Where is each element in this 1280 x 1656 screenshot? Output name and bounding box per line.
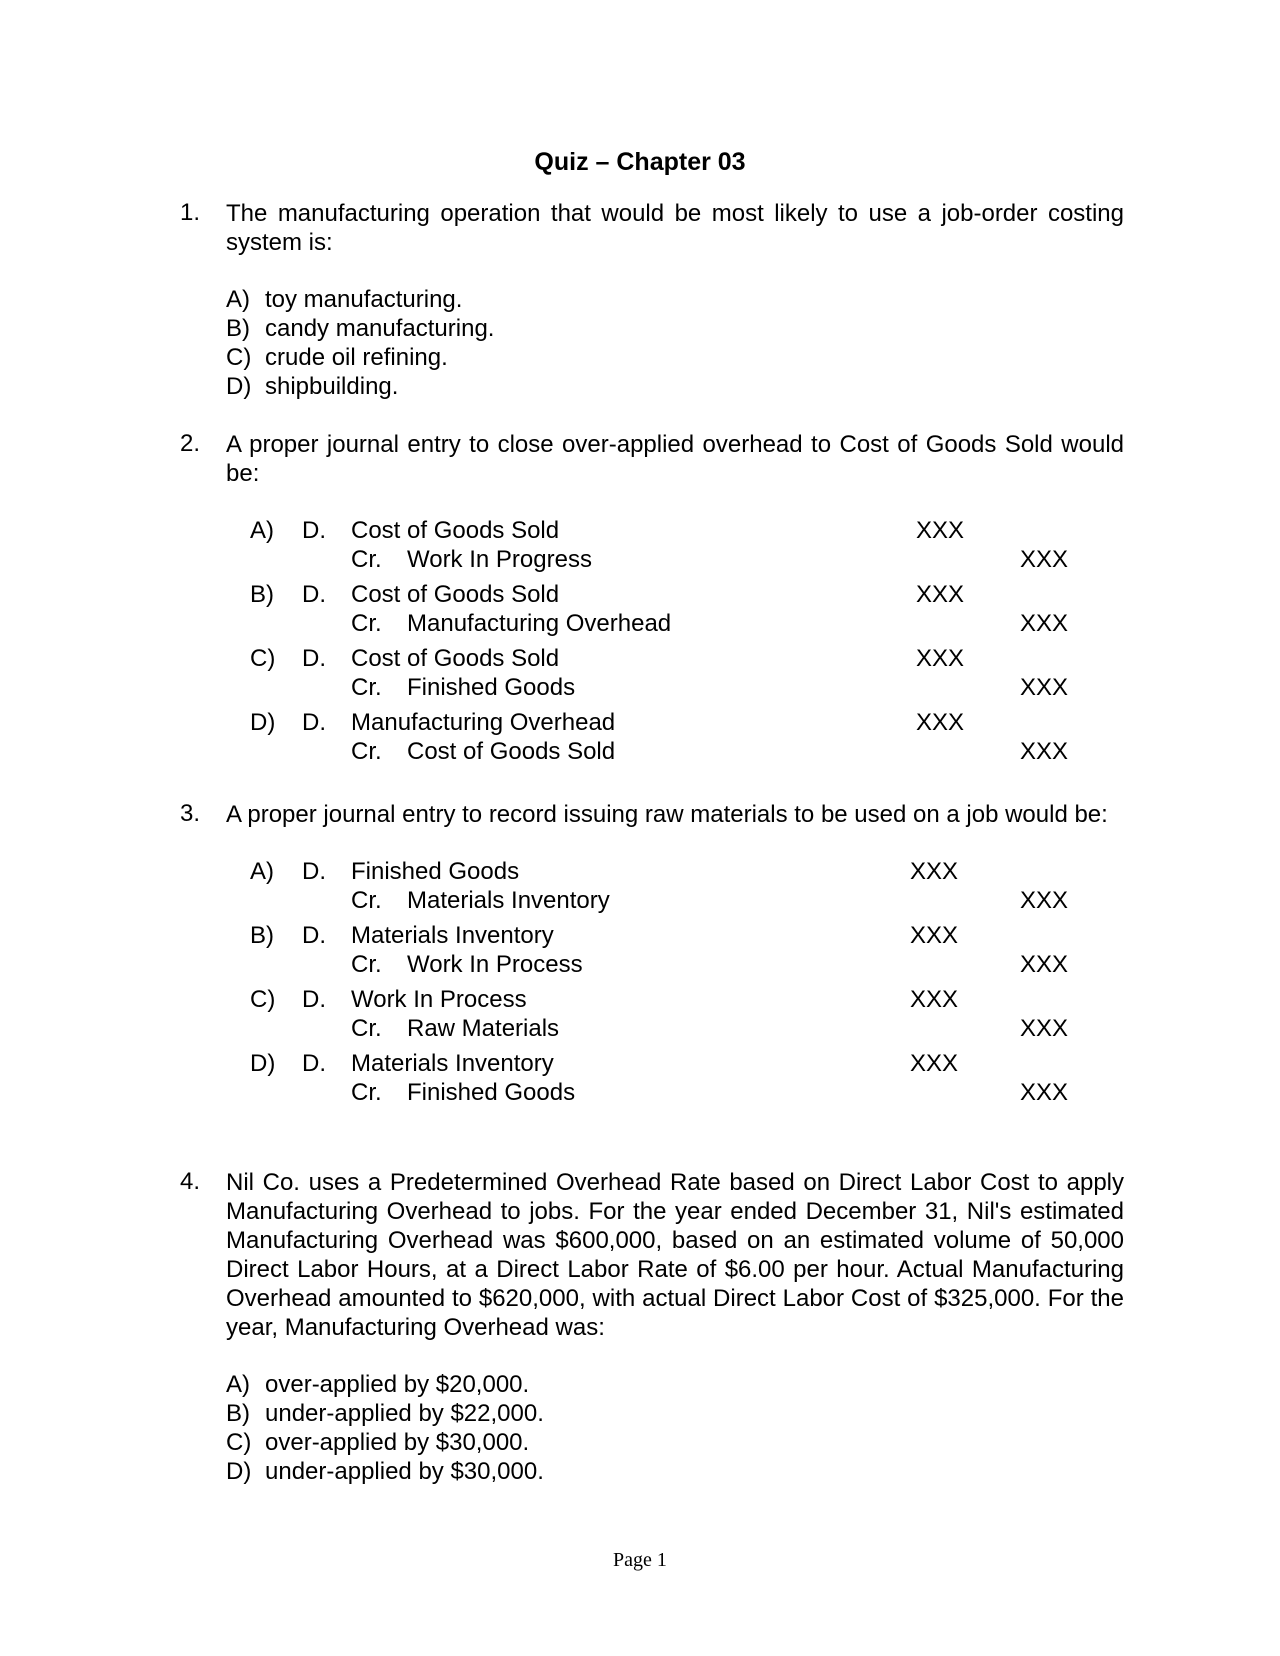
choice-letter: A) [226, 1371, 250, 1398]
choice-text: under-applied by $22,000. [265, 1400, 544, 1427]
question-text: Nil Co. uses a Predetermined Overhead Rate based on Direct Labor Cost to apply Manufacturing Overhead to jobs. For the year ended December 31, Nil's estimated Manufacturing Overhead was $600,000, based on an estimated volume of 50,000 Direct Labor Hours, at a Direct Labor Rate of $6.00 per hour. Actual Manufacturing Overhead amounted to $620,000, with actual Direct Labor Cost of $325,000. For the year, Manufacturing Overhead was: [226, 1169, 1124, 1341]
question-number: 4. [180, 1168, 201, 1195]
choice-a [226, 285, 1124, 314]
debit-account: Work In Process [351, 986, 527, 1013]
choice-text: crude oil refining. [265, 344, 448, 371]
credit-amount: XXX [1019, 610, 1068, 637]
debit-marker: D. [302, 581, 326, 608]
question-4 [180, 1168, 1124, 1486]
credit-account: Finished Goods [407, 1079, 576, 1106]
debit-amount: XXX [915, 645, 964, 672]
question-text: A proper journal entry to record issuing raw materials to be used on a job would be: [226, 801, 1108, 828]
credit-account: Manufacturing Overhead [407, 610, 672, 637]
debit-account: Cost of Goods Sold [351, 581, 560, 608]
credit-amount: XXX [1019, 1079, 1068, 1106]
debit-marker: D. [302, 645, 326, 672]
answer-choices [226, 285, 1124, 401]
credit-marker: Cr. [351, 546, 382, 573]
choice-letter: A) [250, 517, 274, 544]
debit-account: Manufacturing Overhead [351, 709, 616, 736]
credit-account: Work In Progress [407, 546, 592, 573]
choice-c [226, 1428, 1124, 1457]
journal-entry-a [180, 857, 1124, 917]
credit-account: Work In Process [407, 951, 583, 978]
choice-c [226, 343, 1124, 372]
choice-a [226, 1370, 1124, 1399]
answer-choices [226, 1370, 1124, 1486]
question-text: A proper journal entry to close over-applied overhead to Cost of Goods Sold would be: [226, 431, 1124, 487]
choice-d [226, 1457, 1124, 1486]
credit-account: Cost of Goods Sold [407, 738, 616, 765]
journal-entry-d [180, 708, 1124, 768]
credit-account: Materials Inventory [407, 887, 610, 914]
credit-marker: Cr. [351, 887, 382, 914]
choice-letter: A) [250, 858, 274, 885]
debit-marker: D. [302, 517, 326, 544]
choice-letter: B) [250, 922, 274, 949]
choice-letter: D) [226, 373, 252, 400]
credit-account: Finished Goods [407, 674, 576, 701]
debit-account: Materials Inventory [351, 1050, 554, 1077]
question-number: 1. [180, 199, 201, 226]
credit-marker: Cr. [351, 610, 382, 637]
credit-marker: Cr. [351, 738, 382, 765]
question-number: 2. [180, 430, 201, 457]
choice-letter: B) [226, 315, 250, 342]
credit-marker: Cr. [351, 1015, 382, 1042]
credit-amount: XXX [1019, 951, 1068, 978]
choice-b [226, 1399, 1124, 1428]
choice-d [226, 372, 1124, 401]
choice-letter: D) [226, 1458, 252, 1485]
journal-entry-a [180, 516, 1124, 576]
credit-account: Raw Materials [407, 1015, 560, 1042]
choice-letter: B) [226, 1400, 250, 1427]
journal-entry-c [180, 644, 1124, 704]
debit-marker: D. [302, 709, 326, 736]
question-text: The manufacturing operation that would be most likely to use a job-order costing system is: [226, 200, 1124, 256]
choice-letter: C) [226, 1429, 252, 1456]
debit-marker: D. [302, 858, 326, 885]
credit-marker: Cr. [351, 951, 382, 978]
question-2 [180, 430, 1124, 768]
debit-marker: D. [302, 1050, 326, 1077]
choice-text: toy manufacturing. [265, 286, 463, 313]
choice-letter: C) [226, 344, 252, 371]
debit-amount: XXX [909, 1050, 958, 1077]
credit-amount: XXX [1019, 1015, 1068, 1042]
journal-entry-choices [180, 516, 1124, 768]
question-number: 3. [180, 800, 201, 827]
credit-marker: Cr. [351, 674, 382, 701]
debit-marker: D. [302, 986, 326, 1013]
choice-letter: B) [250, 581, 274, 608]
credit-amount: XXX [1019, 887, 1068, 914]
journal-entry-b [180, 921, 1124, 981]
choice-letter: D) [250, 709, 276, 736]
journal-entry-d [180, 1049, 1124, 1109]
journal-entry-b [180, 580, 1124, 640]
choice-letter: C) [250, 645, 276, 672]
debit-account: Materials Inventory [351, 922, 554, 949]
debit-account: Finished Goods [351, 858, 520, 885]
debit-amount: XXX [909, 986, 958, 1013]
choice-b [226, 314, 1124, 343]
debit-amount: XXX [909, 858, 958, 885]
page-title: Quiz – Chapter 03 [534, 148, 746, 176]
debit-amount: XXX [915, 517, 964, 544]
debit-account: Cost of Goods Sold [351, 645, 560, 672]
choice-text: over-applied by $30,000. [265, 1429, 530, 1456]
journal-entry-c [180, 985, 1124, 1045]
page-number: Page 1 [613, 1549, 667, 1571]
credit-amount: XXX [1019, 674, 1068, 701]
credit-amount: XXX [1019, 546, 1068, 573]
debit-amount: XXX [915, 709, 964, 736]
debit-marker: D. [302, 922, 326, 949]
choice-text: candy manufacturing. [265, 315, 495, 342]
debit-account: Cost of Goods Sold [351, 517, 560, 544]
question-3 [180, 800, 1124, 1109]
choice-text: over-applied by $20,000. [265, 1371, 530, 1398]
credit-amount: XXX [1019, 738, 1068, 765]
credit-marker: Cr. [351, 1079, 382, 1106]
debit-amount: XXX [909, 922, 958, 949]
question-1 [180, 199, 1124, 401]
journal-entry-choices [180, 857, 1124, 1109]
debit-amount: XXX [915, 581, 964, 608]
choice-letter: D) [250, 1050, 276, 1077]
choice-letter: A) [226, 286, 250, 313]
choice-text: under-applied by $30,000. [265, 1458, 544, 1485]
choice-letter: C) [250, 986, 276, 1013]
choice-text: shipbuilding. [265, 373, 399, 400]
